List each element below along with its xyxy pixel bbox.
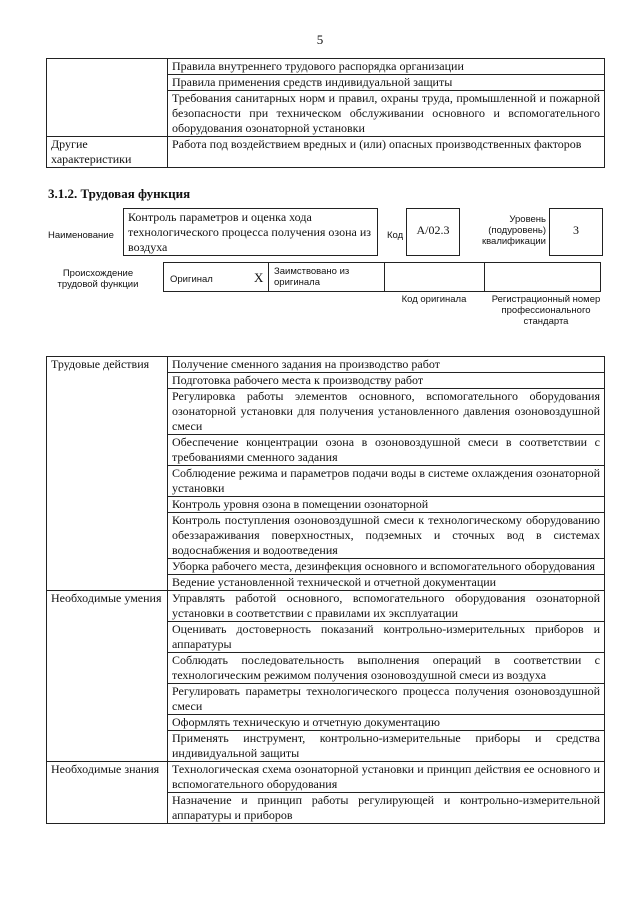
section-title: 3.1.2. Трудовая функция [48, 186, 191, 201]
reg-number-caption: Регистрационный номер профессионального стандарта [491, 294, 601, 327]
level-value: 3 [573, 223, 579, 237]
list-item: Требования санитарных норм и правил, охраны труда, промышленной и пожарной безопасности при техническом обслуживании основного и вспомогательного оборудования озонаторной установки [168, 91, 605, 137]
code-value: А/02.3 [416, 223, 450, 237]
skill-item: Оценивать достоверность показаний контрольно-измерительных приборов и аппаратуры [168, 622, 605, 653]
code-value-box [406, 208, 460, 256]
action-item: Подготовка рабочего места к производству работ [168, 373, 605, 389]
other-characteristics-label: Другие характеристики [47, 137, 168, 168]
top-requirements-table [46, 58, 605, 168]
table-row [47, 59, 605, 75]
action-item: Получение сменного задания на производство работ [168, 357, 605, 373]
level-value-box [549, 208, 603, 256]
skill-item: Регулировать параметры технологического процесса получения озоновоздушной смеси [168, 684, 605, 715]
code-label: Код [387, 230, 404, 241]
page-number: 5 [316, 32, 324, 47]
list-item: Правила внутреннего трудового распорядка организации [168, 59, 605, 75]
knowledge-label: Необходимые знания [47, 762, 168, 824]
table-row [47, 591, 605, 622]
action-item: Контроль уровня озона в помещении озонаторной [168, 497, 605, 513]
name-value-box [123, 208, 378, 256]
name-value: Контроль параметров и оценка хода технологического процесса получения озона из воздуха [128, 210, 371, 254]
divider [268, 263, 269, 291]
divider [384, 263, 385, 291]
labor-function-table [46, 356, 605, 824]
action-item: Уборка рабочего места, дезинфекция основного и вспомогательного оборудования [168, 559, 605, 575]
action-item: Обеспечение концентрации озона в озоновоздушной смеси в соответствии с требованиями сменного задания [168, 435, 605, 466]
original-mark: X [254, 270, 264, 285]
action-item: Регулировка работы элементов основного, вспомогательного оборудования озонаторной установки для получения установленного давления озоновоздушной смеси [168, 389, 605, 435]
knowledge-item: Назначение и принцип работы регулирующей и контрольно-измерительной аппаратуры и приборов [168, 793, 605, 824]
borrowed-label: Заимствовано из оригинала [274, 266, 350, 288]
table-row [47, 762, 605, 793]
action-item: Ведение установленной технической и отчетной документации [168, 575, 605, 591]
skill-item: Соблюдать последовательность выполнения операций в соответствии с технологическим режимом получения озоновоздушной смеси из воздуха [168, 653, 605, 684]
skills-label: Необходимые умения [47, 591, 168, 762]
origin-label: Происхождение трудовой функции [57, 268, 139, 290]
actions-label: Трудовые действия [47, 357, 168, 591]
table-row [47, 357, 605, 373]
level-label: Уровень (подуровень) квалификации [481, 214, 546, 247]
list-item: Правила применения средств индивидуальной защиты [168, 75, 605, 91]
divider [484, 263, 485, 291]
name-label: Наименование [48, 230, 114, 241]
code-original-caption: Код оригинала [401, 294, 467, 305]
table-row [47, 137, 605, 168]
other-characteristics-value: Работа под воздействием вредных и (или) опасных производственных факторов [168, 137, 605, 168]
action-item: Контроль поступления озоновоздушной смеси к технологическому оборудованию обеззараживания поверхностных, подземных и сточных вод в системах водоснабжения и водоотведения [168, 513, 605, 559]
knowledge-item: Технологическая схема озонаторной установки и принцип действия ее основного и вспомогательного оборудования [168, 762, 605, 793]
skill-item: Управлять работой основного, вспомогательного оборудования озонаторной установки в соответствии с правилами их эксплуатации [168, 591, 605, 622]
continuation-label-cell [47, 59, 168, 137]
skill-item: Применять инструмент, контрольно-измерительные приборы и средства индивидуальной защиты [168, 731, 605, 762]
action-item: Соблюдение режима и параметров подачи воды в системе охлаждения озонаторной установки [168, 466, 605, 497]
skill-item: Оформлять техническую и отчетную документацию [168, 715, 605, 731]
origin-row [163, 262, 601, 292]
original-label: Оригинал [170, 274, 213, 285]
